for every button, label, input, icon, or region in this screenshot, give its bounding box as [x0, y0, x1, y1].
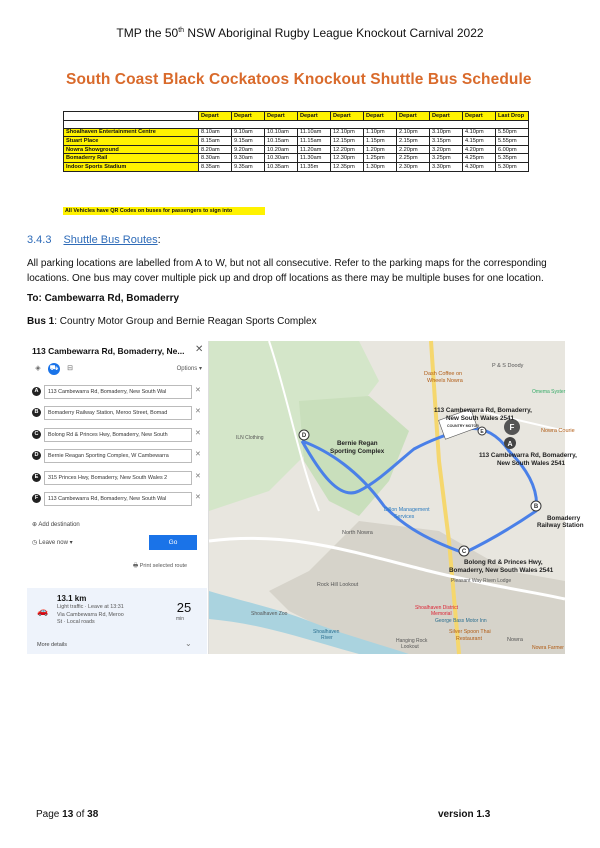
schedule-time: 2.30pm: [397, 162, 430, 171]
qr-note: All Vehicles have QR Codes on buses for passengers to sign into: [63, 207, 265, 215]
schedule-time: 1.25pm: [364, 154, 397, 163]
print-route-button[interactable]: 🖶 Print selected route: [133, 563, 188, 569]
map-label-pleasant: Pleasant Way Riven Lodge: [451, 578, 512, 584]
leave-now-select[interactable]: ◷ Leave now ▾: [32, 540, 73, 546]
schedule-time: 10.30am: [265, 154, 298, 163]
remove-stop-icon[interactable]: ✕: [195, 408, 201, 415]
schedule-time: 11.10am: [298, 128, 331, 137]
marker-b: [531, 501, 541, 511]
schedule-row: [64, 128, 529, 137]
schedule-header-cell: Depart: [397, 112, 430, 121]
map-label-shoalhaven-river1: Shoalhaven: [313, 629, 340, 635]
map-label-clothing: ILN Clothing: [236, 435, 264, 441]
schedule-time: 12.10pm: [331, 128, 364, 137]
map-label-shoalhaven-zoo: Shoalhaven Zoo: [251, 611, 288, 617]
close-icon[interactable]: ✕: [195, 344, 204, 355]
map-label-hanging-rock2: Lookout: [401, 644, 419, 650]
schedule-time: 10.35am: [265, 162, 298, 171]
route-details-text: Light traffic · Leave at 13:31 Via Cambewarra Rd, Meroo St · Local roads: [57, 604, 124, 625]
routes-paragraph: All parking locations are labelled from A to W, but not all consecutive. Refer to the parking maps for the corresponding locations. One bus may cover multiple pick up and drop off locations as there may be multiple buses for one location.: [27, 258, 547, 284]
stop-input[interactable]: Bomaderry Railway Station, Meroo Street, Bomad: [44, 406, 192, 420]
schedule-time: 8.30am: [199, 154, 232, 163]
map-label-bernie1: Bernie Regan: [337, 440, 378, 447]
schedule-header-cell: Depart: [232, 112, 265, 121]
directions-diamond-icon[interactable]: ◈: [35, 365, 41, 372]
go-button[interactable]: Go: [149, 535, 197, 550]
add-destination-button[interactable]: ⊕ Add destination: [32, 522, 80, 528]
schedule-time: 5.35pm: [496, 154, 529, 163]
map-label-farmer: Nowra Farmer: [532, 645, 564, 651]
schedule-time: 2.20pm: [397, 145, 430, 154]
route-minutes: 25: [176, 600, 192, 615]
route-stop-d: [32, 449, 204, 463]
route-summary-card[interactable]: [27, 588, 207, 654]
stop-input[interactable]: Bernie Reagan Sporting Complex, W Cambewarra: [44, 449, 192, 463]
stop-marker-icon: D: [32, 451, 41, 460]
route-stop-a: [32, 385, 204, 399]
bus-description: Bus 1: Country Motor Group and Bernie Reagan Sports Complex: [27, 316, 317, 327]
schedule-time: 9.30am: [232, 154, 265, 163]
directions-title: 113 Cambewarra Rd, Bomaderry, Ne...: [32, 346, 185, 356]
map-label-dillon2: Services: [394, 514, 415, 520]
schedule-time: 2.25pm: [397, 154, 430, 163]
route-stop-e: [32, 471, 204, 485]
schedule-time: 10.10am: [265, 128, 298, 137]
map-label-bom-station1: Bomaderry: [547, 515, 581, 522]
schedule-time: 9.20am: [232, 145, 265, 154]
schedule-time: 8.35am: [199, 162, 232, 171]
schedule-time: 11.15am: [298, 137, 331, 146]
schedule-time: 4.15pm: [463, 137, 496, 146]
country-motor-text: COUNTRY MOTOR: [447, 424, 479, 428]
map-label-rock-hill: Rock Hill Lookout: [317, 582, 359, 588]
stop-marker-icon: E: [32, 473, 41, 482]
map-label-a-addr3: 113 Cambewarra Rd, Bomaderry,: [479, 452, 577, 459]
schedule-time: 12.15pm: [331, 137, 364, 146]
schedule-header-cell: Depart: [199, 112, 232, 121]
section-title-link[interactable]: Shuttle Bus Routes: [63, 234, 158, 246]
schedule-time: 1.15pm: [364, 137, 397, 146]
map-label-silver-spoon2: Restaurant: [456, 636, 482, 642]
schedule-header-cell: Depart: [430, 112, 463, 121]
schedule-table: [63, 111, 529, 172]
schedule-row: [64, 154, 529, 163]
schedule-time: 10.15am: [265, 137, 298, 146]
map-label-memorial: Memorial: [431, 611, 452, 617]
stop-input[interactable]: Bolong Rd & Princes Hwy, Bomaderry, New South: [44, 428, 192, 442]
car-mode-icon[interactable]: ⛟: [48, 363, 60, 375]
schedule-time: 5.50pm: [496, 128, 529, 137]
map-label-hanging-rock1: Hanging Rock: [396, 638, 428, 644]
schedule-time: 9.15am: [232, 137, 265, 146]
map-label-shoalhaven-river2: River: [321, 635, 333, 641]
schedule-header-cell: Depart: [364, 112, 397, 121]
schedule-time: 4.10pm: [463, 128, 496, 137]
map-label-bernie2: Sporting Complex: [330, 448, 385, 455]
schedule-title: South Coast Black Cockatoos Knockout Shuttle Bus Schedule: [66, 71, 532, 88]
map-label-a-addr1: 113 Cambewarra Rd, Bomaderry,: [434, 407, 532, 414]
map-label-district: Shoalhaven District: [415, 605, 459, 611]
map-label-nowra: Nowra: [507, 637, 523, 643]
schedule-header-cell: Depart: [265, 112, 298, 121]
schedule-location: Bomaderry Rail: [64, 154, 199, 163]
map-label-dash2: Wheels Nowra: [427, 378, 463, 384]
route-distance: 13.1 km: [57, 594, 87, 603]
section-heading: 3.4.3 Shuttle Bus Routes:: [27, 234, 161, 246]
page-footer-version: version 1.3: [438, 809, 491, 820]
schedule-time: 8.15am: [199, 137, 232, 146]
stop-marker-icon: F: [32, 494, 41, 503]
schedule-time: 3.25pm: [430, 154, 463, 163]
schedule-location: Nowra Showground: [64, 145, 199, 154]
remove-stop-icon[interactable]: ✕: [195, 430, 201, 437]
map-label-silver-spoon1: Silver Spoon Thai: [449, 629, 491, 635]
schedule-location: Shoalhaven Entertainment Centre: [64, 128, 199, 137]
minutes-label: min: [176, 616, 185, 622]
schedule-time: 11.35m: [298, 162, 331, 171]
schedule-header-cell: Depart: [298, 112, 331, 121]
map-label-dash: Dash Coffee on: [424, 371, 463, 377]
schedule-time: 10.20am: [265, 145, 298, 154]
map-label-nowra-cou: Nowra Courie: [541, 428, 575, 434]
map-screenshot: [27, 341, 584, 654]
schedule-time: 2.10pm: [397, 128, 430, 137]
section-number: 3.4.3: [27, 234, 52, 246]
schedule-time: 11.20am: [298, 145, 331, 154]
remove-stop-icon[interactable]: ✕: [195, 451, 201, 458]
remove-stop-icon[interactable]: ✕: [195, 387, 201, 394]
schedule-time: 11.30am: [298, 154, 331, 163]
schedule-time: 1.10pm: [364, 128, 397, 137]
map-label-dillon1: Dillon Management: [384, 507, 430, 513]
chevron-down-icon[interactable]: ⌄: [185, 639, 192, 648]
marker-d: [299, 430, 309, 440]
stop-marker-icon: B: [32, 408, 41, 417]
map-label-north-nowra: North Nowra: [342, 530, 373, 536]
svg-text:D: D: [301, 433, 307, 439]
schedule-time: 12.30pm: [331, 154, 364, 163]
schedule-location: Stuart Place: [64, 137, 199, 146]
svg-text:A: A: [507, 441, 513, 448]
svg-text:C: C: [461, 549, 467, 555]
schedule-time: 3.10pm: [430, 128, 463, 137]
schedule-header-cell: Depart: [331, 112, 364, 121]
map-label-pds: P & S Doody: [492, 363, 524, 369]
map-label-a-addr2: New South Wales 2541: [446, 415, 515, 422]
schedule-spacer-row: [64, 120, 529, 128]
stop-marker-icon: A: [32, 387, 41, 396]
schedule-time: 9.10am: [232, 128, 265, 137]
schedule-time: 4.25pm: [463, 154, 496, 163]
map-label-george: George Bass Motor Inn: [435, 618, 487, 624]
svg-text:B: B: [533, 504, 539, 510]
schedule-row: [64, 145, 529, 154]
route-stop-b: [32, 406, 204, 420]
schedule-location: Indoor Sports Stadium: [64, 162, 199, 171]
schedule-time: 4.30pm: [463, 162, 496, 171]
schedule-time: 6.00pm: [496, 145, 529, 154]
schedule-time: 8.10am: [199, 128, 232, 137]
schedule-time: 4.20pm: [463, 145, 496, 154]
schedule-header-cell: Depart: [463, 112, 496, 121]
schedule-row: [64, 137, 529, 146]
schedule-time: 2.15pm: [397, 137, 430, 146]
schedule-row: [64, 162, 529, 171]
route-stop-c: [32, 428, 204, 442]
svg-text:F: F: [509, 423, 515, 432]
stop-input[interactable]: 315 Princes Hwy, Bomaderry, New South Wales 2: [44, 471, 192, 485]
schedule-time: 1.30pm: [364, 162, 397, 171]
schedule-time: 5.55pm: [496, 137, 529, 146]
more-details-button[interactable]: More details: [37, 642, 67, 648]
stop-input[interactable]: 113 Cambewarra Rd, Bomaderry, New South Wal: [44, 385, 192, 399]
schedule-time: 12.20pm: [331, 145, 364, 154]
schedule-time: 3.30pm: [430, 162, 463, 171]
map-label-bolong2: Bomaderry, New South Wales 2541: [449, 567, 554, 574]
options-button[interactable]: Options ▾: [176, 366, 202, 372]
stop-input[interactable]: 113 Cambewarra Rd, Bomaderry, New South Wal: [44, 492, 192, 506]
map-label-omega: Omema Syster: [532, 389, 566, 395]
remove-stop-icon[interactable]: ✕: [195, 473, 201, 480]
map-label-a-addr4: New South Wales 2541: [497, 460, 566, 467]
map-label-bolong1: Bolong Rd & Princes Hwy,: [464, 559, 543, 566]
svg-text:E: E: [480, 429, 484, 435]
schedule-time: 9.35am: [232, 162, 265, 171]
schedule-time: 3.20pm: [430, 145, 463, 154]
schedule-time: 8.20am: [199, 145, 232, 154]
stop-marker-icon: C: [32, 430, 41, 439]
schedule-time: 5.30pm: [496, 162, 529, 171]
car-icon: 🚗: [37, 606, 49, 616]
route-map[interactable]: [209, 341, 584, 654]
directions-panel: [27, 341, 209, 654]
travel-modes: [32, 363, 204, 375]
schedule-header-cell: Last Drop: [496, 112, 529, 121]
schedule-time: 12.35pm: [331, 162, 364, 171]
remove-stop-icon[interactable]: ✕: [195, 494, 201, 501]
schedule-time: 3.15pm: [430, 137, 463, 146]
destination-heading: To: Cambewarra Rd, Bomaderry: [27, 293, 180, 304]
marker-a: [504, 437, 516, 449]
page-header: TMP the 50th NSW Aboriginal Rugby League Knockout Carnival 2022: [116, 26, 484, 40]
marker-c: [459, 546, 469, 556]
transit-mode-icon[interactable]: ⊟: [67, 365, 73, 372]
marker-e: [478, 427, 486, 435]
map-label-bom-station2: Railway Station: [537, 522, 584, 529]
route-stop-f: [32, 492, 204, 506]
schedule-time: 1.20pm: [364, 145, 397, 154]
page-footer-number: Page 13 of 38: [36, 809, 99, 820]
